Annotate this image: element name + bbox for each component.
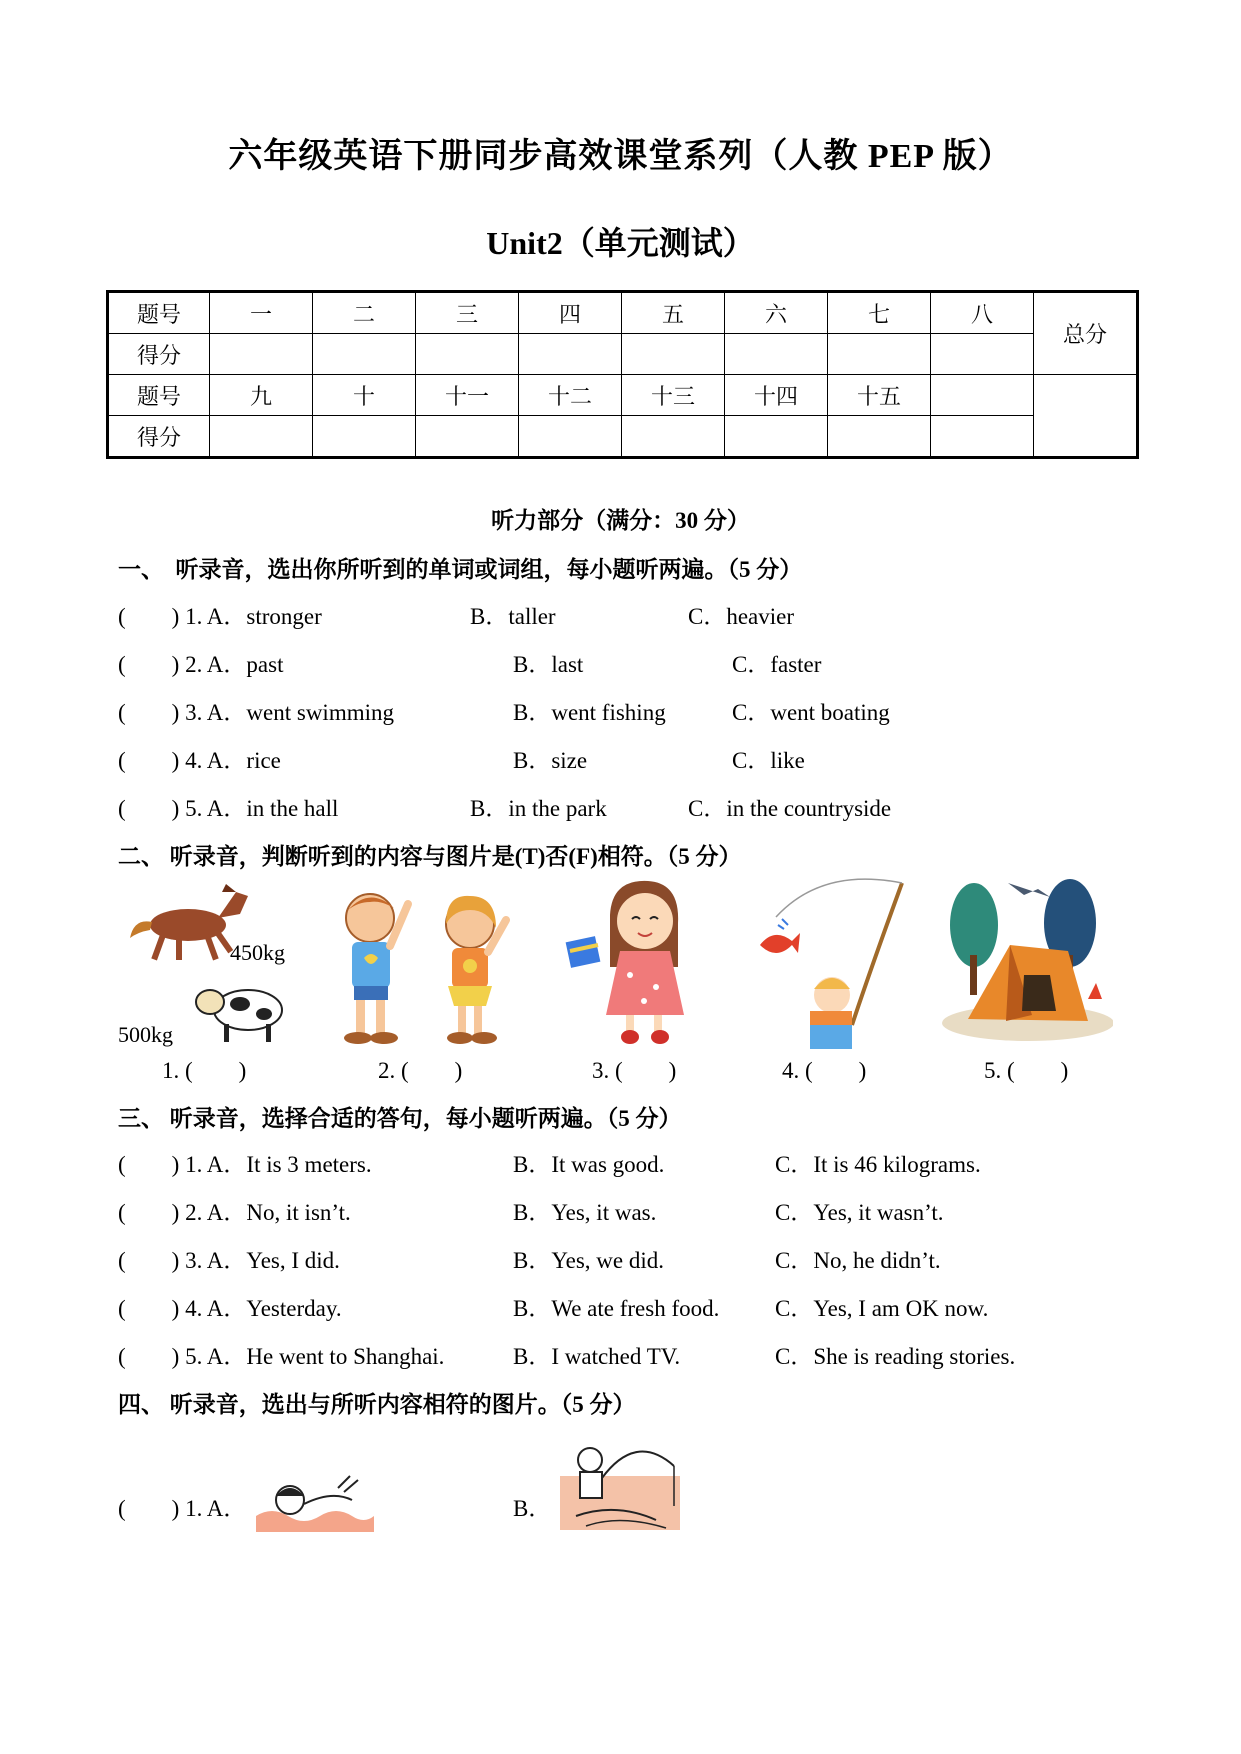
horse-weight-label: 450kg <box>230 940 285 965</box>
score-cell[interactable] <box>622 416 725 458</box>
picture-answer-label: 2. ( ) <box>378 1058 463 1083</box>
question-option-a: ( ) 1. A．It is 3 meters. <box>118 1152 372 1177</box>
page-title: 六年级英语下册同步高效课堂系列（人教 PEP 版） <box>228 138 1013 175</box>
question-option-a: ( ) 2. A．past <box>118 652 284 677</box>
question-option-a: ( ) 4. A．rice <box>118 748 281 773</box>
table-cell <box>931 375 1034 416</box>
table-cell: 一 <box>210 292 313 334</box>
picture-answer-label: 1. ( ) <box>162 1058 247 1083</box>
table-cell: 得分 <box>108 416 210 458</box>
question-option-b: B．I watched TV. <box>513 1344 681 1369</box>
table-cell: 题号 <box>108 292 210 334</box>
table-cell: 七 <box>828 292 931 334</box>
question-option-b: B． <box>513 1496 552 1521</box>
boy-icon <box>344 894 408 1044</box>
boy-fishing-sketch-image <box>556 1436 686 1536</box>
swimming-icon <box>256 1476 374 1532</box>
question-option-b: B．Yes, it was. <box>513 1200 657 1225</box>
question-option-b: B．in the park <box>470 796 607 821</box>
question-row <box>118 598 322 631</box>
score-cell[interactable] <box>210 416 313 458</box>
question-option-c: C．in the countryside <box>688 796 892 821</box>
score-cell[interactable] <box>931 416 1034 458</box>
question-option-a: ( ) 2. A．No, it isn’t. <box>118 1200 351 1225</box>
picture-answer-label: 5. ( ) <box>984 1058 1069 1083</box>
question-option-c: C．went boating <box>732 700 890 725</box>
question-option-a: ( ) 4. A．Yesterday. <box>118 1296 342 1321</box>
question-option-b: B．It was good. <box>513 1152 665 1177</box>
question-option-c: C．Yes, it wasn’t. <box>775 1200 944 1225</box>
score-cell[interactable] <box>828 416 931 458</box>
score-cell[interactable] <box>313 416 416 458</box>
question-option-a: ( ) 1. A． <box>118 1496 247 1521</box>
table-cell: 八 <box>931 292 1034 334</box>
table-cell: 得分 <box>108 334 210 375</box>
table-cell: 十四 <box>725 375 828 416</box>
question-option-a: ( ) 5. A．in the hall <box>118 796 339 821</box>
question-option-b: B．went fishing <box>513 700 666 725</box>
question-option-c: C．faster <box>732 652 822 677</box>
table-cell: 四 <box>519 292 622 334</box>
question-option-b: B．We ate fresh food. <box>513 1296 720 1321</box>
page-subtitle: Unit2（单元测试） <box>486 225 755 261</box>
table-cell: 五 <box>622 292 725 334</box>
section-4-heading: 四、 听录音，选出与所听内容相符的图片。（5 分） <box>118 1392 636 1417</box>
listening-heading: 听力部分（满分：30 分） <box>491 508 750 533</box>
question-option-b: B．last <box>513 652 584 677</box>
question-option-c: C．She is reading stories. <box>775 1344 1016 1369</box>
section-2-heading: 二、 听录音，判断听到的内容与图片是(T)否(F)相符。（5 分） <box>118 844 742 869</box>
horse-and-cow-image <box>118 880 308 1050</box>
table-cell: 十 <box>313 375 416 416</box>
table-cell: 十二 <box>519 375 622 416</box>
table-cell: 题号 <box>108 375 210 416</box>
question-option-a: ( ) 1. A．stronger <box>118 604 322 629</box>
girl-icon <box>446 896 506 1044</box>
question-option-b: B．Yes, we did. <box>513 1248 665 1273</box>
score-cell[interactable] <box>725 334 828 375</box>
score-cell[interactable] <box>416 416 519 458</box>
question-option-b: B．taller <box>470 604 556 629</box>
picture-answer-label: 3. ( ) <box>592 1058 677 1083</box>
total-score-cell[interactable] <box>1034 375 1138 458</box>
score-row-scores-2 <box>108 416 1138 458</box>
score-cell[interactable] <box>622 334 725 375</box>
score-cell[interactable] <box>416 334 519 375</box>
tent-camping-image <box>938 875 1113 1045</box>
table-cell: 十五 <box>828 375 931 416</box>
table-cell: 九 <box>210 375 313 416</box>
table-cell: 十一 <box>416 375 519 416</box>
boy-fishing-image <box>752 875 912 1050</box>
fishing-icon <box>760 879 902 1049</box>
score-cell[interactable] <box>519 334 622 375</box>
table-cell: 二 <box>313 292 416 334</box>
total-label: 总分 <box>1034 292 1138 375</box>
question-option-c: C．heavier <box>688 604 795 629</box>
score-cell[interactable] <box>931 334 1034 375</box>
section-3-heading: 三、 听录音，选择合适的答句，每小题听两遍。（5 分） <box>118 1106 682 1131</box>
score-cell[interactable] <box>313 334 416 375</box>
picture-answer-label: 4. ( ) <box>782 1058 867 1083</box>
question-option-a: ( ) 3. A．went swimming <box>118 700 394 725</box>
fishing-sketch-icon <box>560 1448 680 1530</box>
table-cell: 六 <box>725 292 828 334</box>
question-option-b: B．size <box>513 748 588 773</box>
table-cell: 三 <box>416 292 519 334</box>
score-row-scores-1 <box>108 334 1138 375</box>
question-option-a: ( ) 3. A．Yes, I did. <box>118 1248 340 1273</box>
question-option-c: C．Yes, I am OK now. <box>775 1296 989 1321</box>
table-cell: 十三 <box>622 375 725 416</box>
children-stretching-image <box>320 880 530 1050</box>
question-option-c: C．No, he didn’t. <box>775 1248 941 1273</box>
section-1-heading: 一、 听录音，选出你所听到的单词或词组，每小题听两遍。（5 分） <box>118 557 803 582</box>
boy-swimming-image <box>252 1470 377 1536</box>
girl-gift-icon <box>566 881 684 1044</box>
question-option-a: ( ) 5. A．He went to Shanghai. <box>118 1344 445 1369</box>
score-cell[interactable] <box>725 416 828 458</box>
score-row-numbers-2 <box>108 375 1138 416</box>
score-cell[interactable] <box>519 416 622 458</box>
girl-with-gift-image <box>560 875 710 1050</box>
cow-icon <box>196 990 282 1042</box>
score-table <box>106 290 1139 459</box>
question-option-c: C．It is 46 kilograms. <box>775 1152 981 1177</box>
score-cell[interactable] <box>828 334 931 375</box>
score-row-numbers-1 <box>108 292 1138 334</box>
tent-icon <box>942 879 1113 1041</box>
cow-weight-label: 500kg <box>118 1022 173 1047</box>
score-cell[interactable] <box>210 334 313 375</box>
question-option-c: C．like <box>732 748 805 773</box>
